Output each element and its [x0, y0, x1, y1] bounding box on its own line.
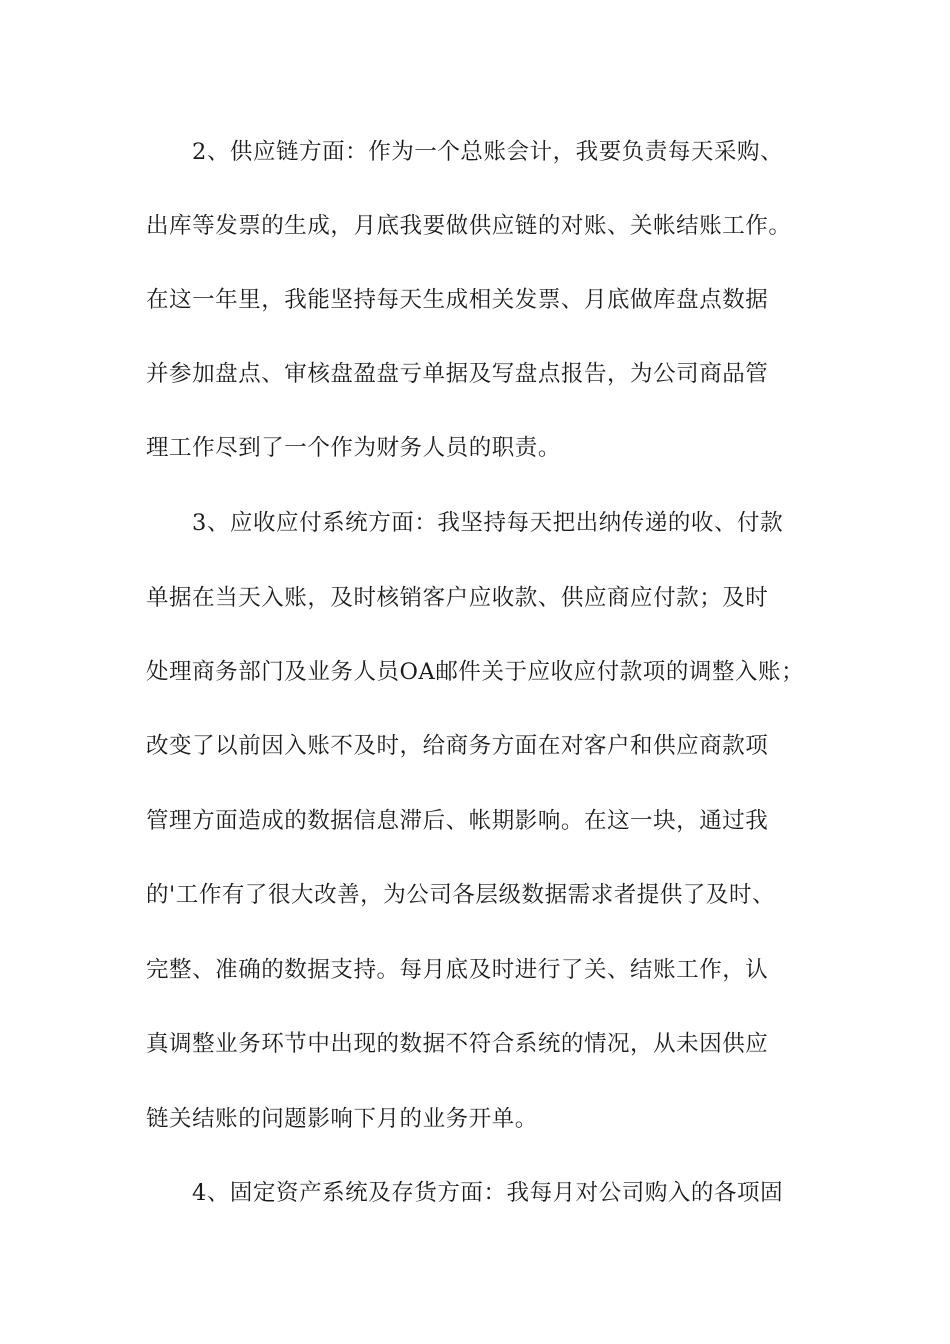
paragraph-3-line-4: 改变了以前因入账不及时，给商务方面在对客户和供应商款项 — [146, 733, 769, 759]
paragraph-3-line-2: 单据在当天入账，及时核销客户应收款、供应商应付款；及时 — [146, 585, 769, 611]
paragraph-3-line-3: 处理商务部门及业务人员OA邮件关于应收应付款项的调整入账； — [146, 659, 805, 685]
paragraph-3-line-7: 完整、准确的数据支持。每月底及时进行了关、结账工作，认 — [146, 957, 769, 983]
paragraph-3-line-5: 管理方面造成的数据信息滞后、帐期影响。在这一块，通过我 — [146, 808, 769, 834]
paragraph-2-line-2: 出库等发票的生成，月底我要做供应链的对账、关帐结账工作。 — [146, 213, 792, 239]
paragraph-3-line-1: 3、应收应付系统方面：我坚持每天把出纳传递的收、付款 — [192, 510, 784, 536]
paragraph-4-line-1: 4、固定资产系统及存货方面：我每月对公司购入的各项固 — [192, 1180, 784, 1206]
paragraph-2-line-5: 理工作尽到了一个作为财务人员的职责。 — [146, 435, 561, 461]
paragraph-2-line-3: 在这一年里，我能坚持每天生成相关发票、月底做库盘点数据 — [146, 287, 769, 313]
paragraph-3-line-9: 链关结账的问题影响下月的业务开单。 — [146, 1106, 538, 1132]
paragraph-2-line-1: 2、供应链方面：作为一个总账会计，我要负责每天采购、 — [192, 139, 784, 165]
paragraph-3-line-8: 真调整业务环节中出现的数据不符合系统的情况，从未因供应 — [146, 1031, 769, 1057]
paragraph-3-line-6: 的'工作有了很大改善，为公司各层级数据需求者提供了及时、 — [146, 882, 776, 908]
paragraph-2-line-4: 并参加盘点、审核盘盈盘亏单据及写盘点报告，为公司商品管 — [146, 361, 769, 387]
